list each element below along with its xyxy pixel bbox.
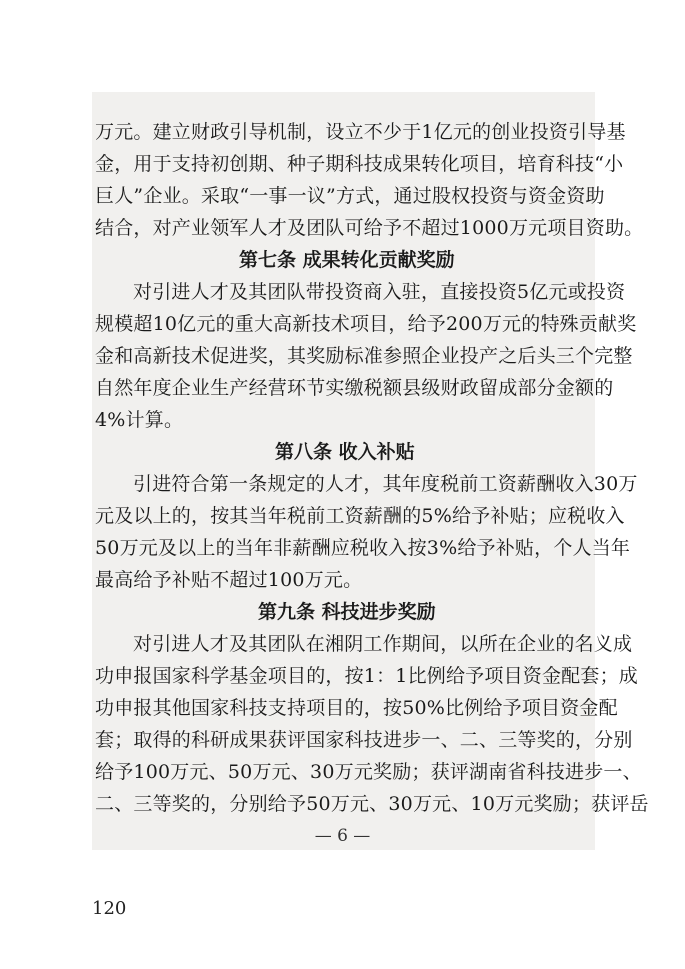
paragraph-line: 二、三等奖的，分别给予50万元、30万元、10万元奖励；获评岳 xyxy=(95,793,649,815)
paragraph-line: 功申报其他国家科技支持项目的，按50%比例给予项目资金配 xyxy=(95,697,618,719)
paragraph-line: 自然年度企业生产经营环节实缴税额县级财政留成部分金额的 xyxy=(95,377,614,399)
paragraph-line: 巨人”企业。采取“一事一议”方式，通过股权投资与资金资助 xyxy=(95,185,605,207)
paragraph-line: 对引进人才及其团队在湘阴工作期间，以所在企业的名义成 xyxy=(133,633,633,655)
paragraph-line: 对引进人才及其团队带投资商入驻，直接投资5亿元或投资 xyxy=(133,281,626,303)
paragraph-line: 套；取得的科研成果获评国家科技进步一、二、三等奖的，分别 xyxy=(95,729,633,751)
paragraph-line: 万元。建立财政引导机制，设立不少于1亿元的创业投资引导基 xyxy=(95,121,626,143)
paragraph-line: 给予100万元、50万元、30万元奖励；获评湖南省科技进步一、 xyxy=(95,761,642,783)
paragraph-line: 4%计算。 xyxy=(95,409,184,431)
paragraph-line: 最高给予补贴不超过100万元。 xyxy=(95,569,363,591)
paragraph-line: 引进符合第一条规定的人才，其年度税前工资薪酬收入30万 xyxy=(133,473,638,495)
paragraph-line: 元及以上的，按其当年税前工资薪酬的5%给予补贴；应税收入 xyxy=(95,505,625,527)
document-body xyxy=(95,116,649,820)
page-footnote: 120 xyxy=(92,898,127,919)
page-number: — 6 — xyxy=(314,826,371,846)
paragraph-line: 金和高新技术促进奖，其奖励标准参照企业投产之后头三个完整 xyxy=(95,345,633,367)
section-heading: 第七条 成果转化贡献奖励 xyxy=(239,249,455,271)
section-heading: 第九条 科技进步奖励 xyxy=(258,601,436,623)
paragraph-line: 功申报国家科学基金项目的，按1：1比例给予项目资金配套；成 xyxy=(95,665,638,687)
paragraph-line: 规模超10亿元的重大高新技术项目，给予200万元的特殊贡献奖 xyxy=(95,313,637,335)
section-heading: 第八条 收入补贴 xyxy=(275,441,415,463)
paragraph-line: 结合，对产业领军人才及团队可给予不超过1000万元项目资助。 xyxy=(95,217,644,239)
paragraph-line: 金，用于支持初创期、种子期科技成果转化项目，培育科技“小 xyxy=(95,153,624,175)
paragraph-line: 50万元及以上的当年非薪酬应税收入按3%给予补贴，个人当年 xyxy=(95,537,631,559)
